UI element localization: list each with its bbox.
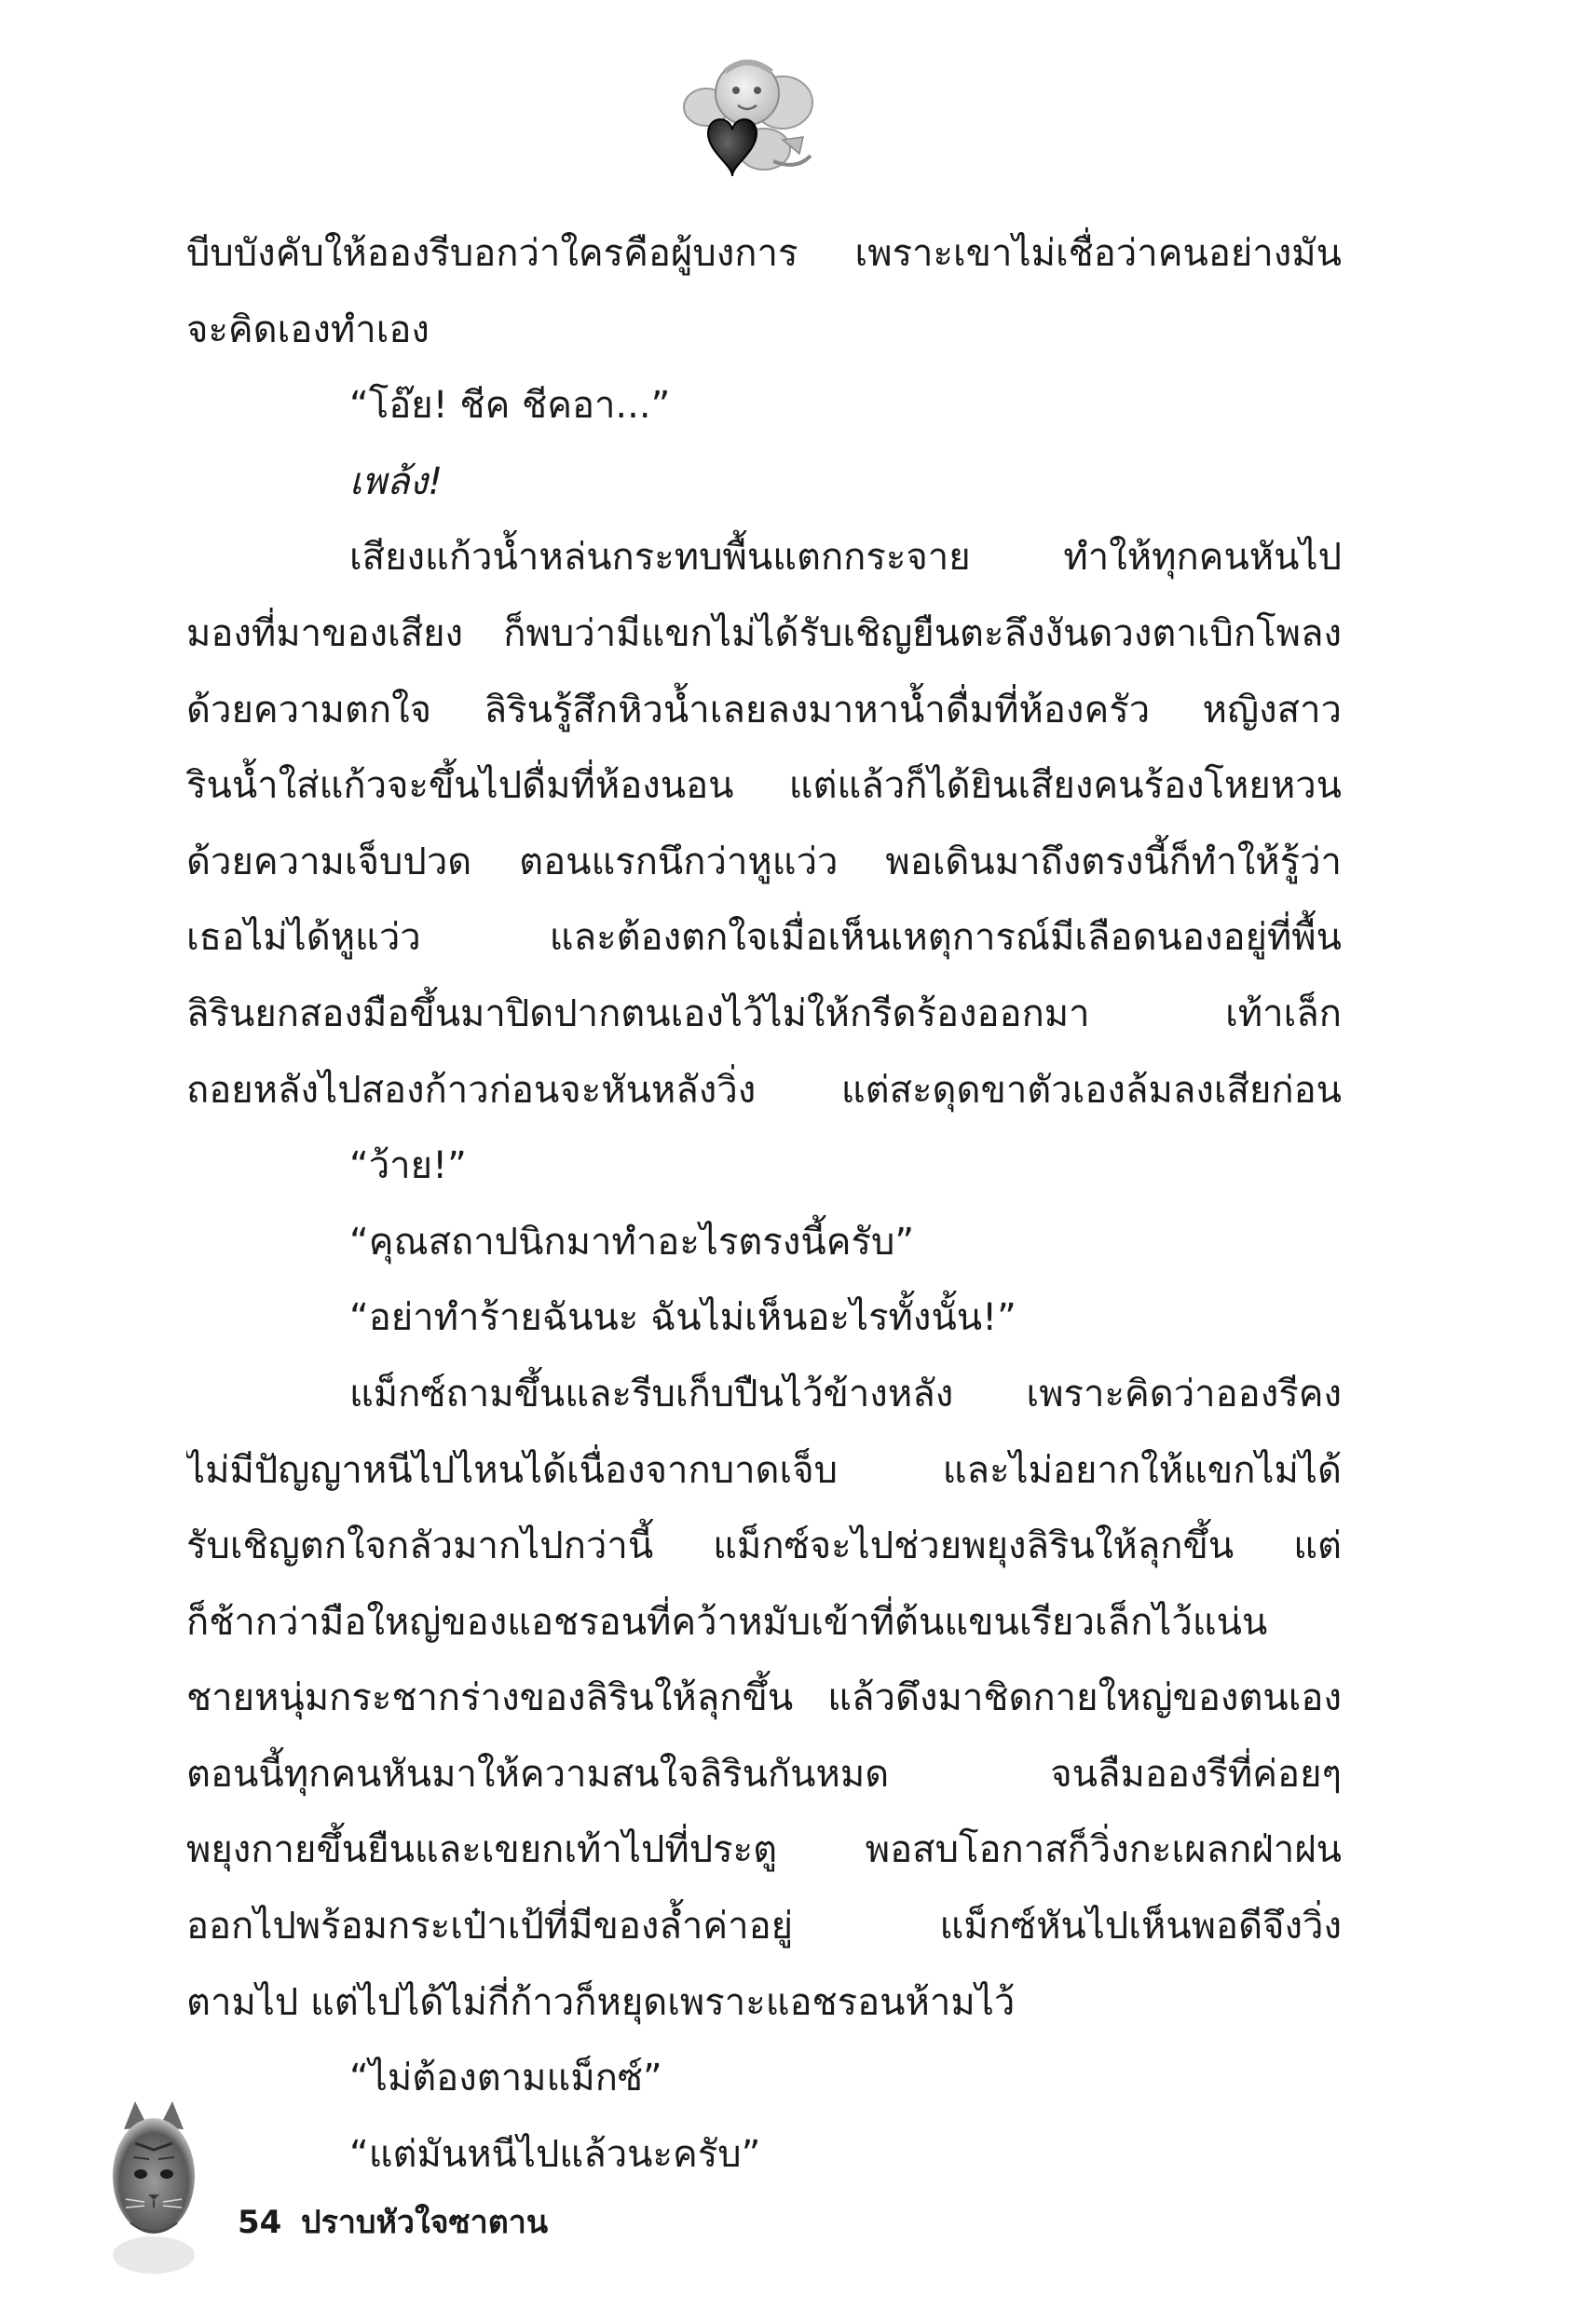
text-line: เสียงแก้วน้ำหล่นกระทบพื้นแตกกระจาย ทำให้ทุกคนหันไป: [349, 536, 1342, 580]
text-line: ออกไปพร้อมกระเป๋าเป้ที่มีของล้ำค่าอยู่ แม็กซ์หันไปเห็นพอดีจึงวิ่ง: [186, 1905, 1342, 1949]
text-line: พยุงกายขึ้นยืนและเขยกเท้าไปที่ประตู พอสบโอกาสก็วิ่งกะเผลกฝ่าฝน: [186, 1828, 1342, 1872]
text-line: บีบบังคับให้อองรีบอกว่าใครคือผู้บงการ เพราะเขาไม่เชื่อว่าคนอย่างมัน: [186, 232, 1342, 275]
body-text: [186, 216, 1342, 2193]
text-line: ก็ช้ากว่ามือใหญ่ของแอชรอนที่คว้าหมับเข้าที่ต้นแขนเรียวเล็กไว้แน่น: [186, 1600, 1268, 1644]
text-line: จะคิดเองทำเอง: [186, 308, 430, 351]
text-line: ด้วยความตกใจ ลิรินรู้สึกหิวน้ำเลยลงมาหาน้ำดื่มที่ห้องครัว หญิงสาว: [186, 688, 1342, 732]
cat-photo-icon: [107, 2092, 200, 2278]
text-line: รินน้ำใส่แก้วจะขึ้นไปดื่มที่ห้องนอน แต่แล้วก็ได้ยินเสียงคนร้องโหยหวน: [186, 764, 1342, 808]
text-line: “คุณสถาปนิกมาทำอะไรตรงนี้ครับ”: [349, 1220, 915, 1264]
text-line: มองที่มาของเสียง ก็พบว่ามีแขกไม่ได้รับเชิญยืนตะลึงงันดวงตาเบิกโพลง: [186, 611, 1342, 655]
text-line: ตามไป แต่ไปได้ไม่กี่ก้าวก็หยุดเพราะแอชรอนห้ามไว้: [186, 1980, 1016, 2024]
text-line: “แต่มันหนีไปแล้วนะครับ”: [349, 2132, 761, 2176]
text-line: เธอไม่ได้หูแว่ว และต้องตกใจเมื่อเห็นเหตุการณ์มีเลือดนองอยู่ที่พื้น: [186, 916, 1342, 960]
text-line: ตอนนี้ทุกคนหันมาให้ความสนใจลิรินกันหมด จนลืมอองรีที่ค่อยๆ: [186, 1752, 1342, 1796]
text-line: ลิรินยกสองมือขึ้นมาปิดปากตนเองไว้ไม่ให้กรีดร้องออกมา เท้าเล็ก: [186, 991, 1342, 1035]
text-line: “ไม่ต้องตามแม็กซ์”: [349, 2057, 662, 2100]
page-number: 54: [238, 2204, 282, 2241]
cherub-heart-icon: [671, 51, 820, 191]
text-line: ถอยหลังไปสองก้าวก่อนจะหันหลังวิ่ง แต่สะดุดขาตัวเองล้มลงเสียก่อน: [186, 1068, 1342, 1112]
text-line: รับเชิญตกใจกลัวมากไปกว่านี้ แม็กซ์จะไปช่วยพยุงลิรินให้ลุกขึ้น แต่: [186, 1525, 1342, 1568]
book-title: ปราบหัวใจซาตาน: [301, 2204, 549, 2241]
text-line: “ว้าย!”: [349, 1144, 467, 1188]
text-line: “อย่าทำร้ายฉันนะ ฉันไม่เห็นอะไรทั้งนั้น!”: [349, 1296, 1016, 1340]
text-line: แม็กซ์ถามขึ้นและรีบเก็บปืนไว้ข้างหลัง เพราะคิดว่าอองรีคง: [349, 1372, 1342, 1415]
page-footer: [107, 2092, 759, 2288]
text-line: “โอ๊ย! ชีค ชีคอา...”: [349, 384, 671, 428]
text-line: ด้วยความเจ็บปวด ตอนแรกนึกว่าหูแว่ว พอเดินมาถึงตรงนี้ก็ทำให้รู้ว่า: [186, 840, 1342, 883]
text-line: ชายหนุ่มกระชากร่างของลิรินให้ลุกขึ้น แล้วดึงมาชิดกายใหญ่ของตนเอง: [186, 1676, 1342, 1720]
text-line: ไม่มีปัญญาหนีไปไหนได้เนื่องจากบาดเจ็บ และไม่อยากให้แขกไม่ได้: [186, 1448, 1342, 1492]
text-line: เพล้ง!: [349, 459, 443, 503]
